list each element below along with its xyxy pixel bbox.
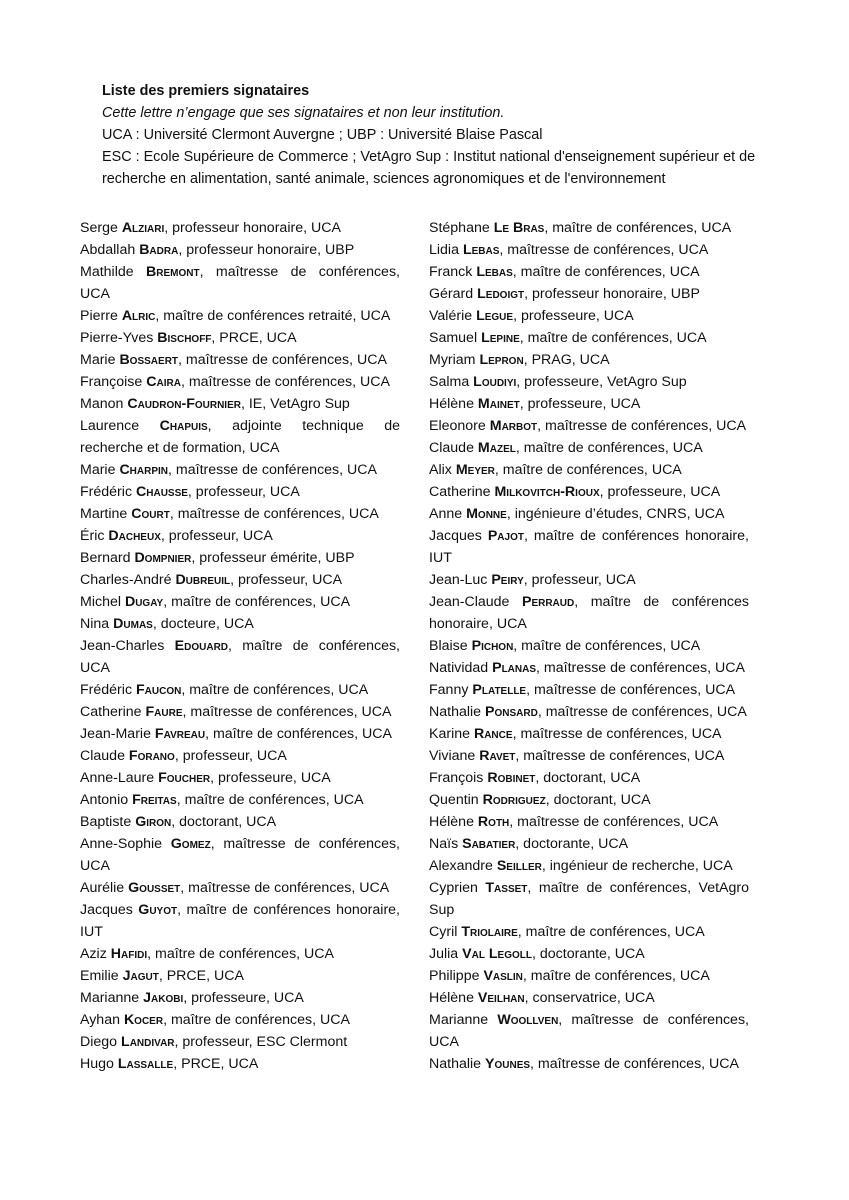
signatory-first-name: Stéphane bbox=[429, 220, 490, 236]
signatory-role: , professeure, UCA bbox=[513, 308, 634, 324]
signatory-entry bbox=[429, 921, 749, 943]
signatory-first-name: François bbox=[429, 770, 484, 786]
signatory-first-name: Valérie bbox=[429, 308, 473, 324]
signatory-last-name: Foucher bbox=[158, 770, 211, 786]
signatory-role: , IE, VetAgro Sup bbox=[240, 396, 350, 412]
signatories-left-column bbox=[80, 217, 400, 1075]
signatory-role: , maître de conférences, UCA bbox=[513, 638, 701, 654]
signatory-first-name: Charles-André bbox=[80, 572, 172, 588]
signatory-entry bbox=[80, 459, 400, 481]
signatory-first-name: Nathalie bbox=[429, 1056, 482, 1072]
signatory-role: , professeur, ESC Clermont bbox=[174, 1034, 348, 1050]
signatory-last-name: Le Bras bbox=[493, 220, 545, 236]
signatory-first-name: Éric bbox=[80, 528, 105, 544]
signatory-role: , maître de conférences, UCA bbox=[176, 792, 364, 808]
abbreviation-line-uca-ubp: UCA : Université Clermont Auvergne ; UBP : Université Blaise Pascal bbox=[102, 127, 543, 143]
signatory-entry bbox=[80, 877, 400, 899]
signatory-last-name: Alziari bbox=[121, 220, 165, 236]
signatory-last-name: Younes bbox=[485, 1056, 531, 1072]
signatories-right-column bbox=[429, 217, 749, 1075]
signatory-last-name: Marbot bbox=[489, 418, 538, 434]
signatory-last-name: Tasset bbox=[485, 880, 528, 896]
signatory-first-name: Hélène bbox=[429, 814, 474, 830]
signatory-first-name: Marie bbox=[80, 462, 116, 478]
signatory-role: , maîtresse de conférences, UCA bbox=[509, 814, 719, 830]
signatory-first-name: Samuel bbox=[429, 330, 478, 346]
signatory-last-name: Vaslin bbox=[483, 968, 523, 984]
signatory-role: , maîtresse de conférences, UCA bbox=[182, 704, 392, 720]
signatory-role: , maîtresse de conférences, UCA bbox=[169, 506, 379, 522]
signatory-first-name: Cyril bbox=[429, 924, 458, 940]
signatory-role: , professeur, UCA bbox=[187, 484, 300, 500]
signatory-first-name: Marie bbox=[80, 352, 116, 368]
signatory-role: , maître de conférences, UCA bbox=[512, 264, 700, 280]
signatory-role: , maître de conférences, UCA bbox=[80, 638, 400, 676]
signatory-entry bbox=[429, 393, 749, 415]
signatory-last-name: Dugay bbox=[124, 594, 164, 610]
signatory-role: , maître de conférences, UCA bbox=[522, 968, 710, 984]
signatory-role: , docteure, UCA bbox=[152, 616, 254, 632]
signatory-entry bbox=[80, 217, 400, 239]
signatory-first-name: Philippe bbox=[429, 968, 480, 984]
signatory-entry bbox=[80, 833, 400, 877]
signatory-role: , maîtresse de conférences, UCA bbox=[536, 660, 745, 676]
signatory-entry bbox=[80, 393, 400, 415]
signatory-first-name: Julia bbox=[429, 946, 459, 962]
signatory-first-name: Pierre bbox=[80, 308, 118, 324]
signatory-entry bbox=[80, 745, 400, 767]
signatory-first-name: Jean-Charles bbox=[80, 638, 165, 654]
signatory-first-name: Anne-Sophie bbox=[80, 836, 163, 852]
signatory-last-name: Veilhan bbox=[477, 990, 525, 1006]
signatory-entry bbox=[429, 767, 749, 789]
signatory-entry bbox=[80, 261, 400, 305]
signatory-last-name: Bossaert bbox=[119, 352, 179, 368]
signatory-role: , maîtresse de conférences, UCA bbox=[180, 374, 390, 390]
signatory-last-name: Caira bbox=[146, 374, 181, 390]
signatory-last-name: Mazel bbox=[477, 440, 516, 456]
signatory-role: , maîtresse de conférences, UCA bbox=[526, 682, 736, 698]
signatory-first-name: Anne bbox=[429, 506, 463, 522]
signatory-first-name: Hugo bbox=[80, 1056, 114, 1072]
signatory-role: , professeur émérite, UBP bbox=[191, 550, 355, 566]
signatory-role: , maître de conférences, UCA bbox=[163, 594, 351, 610]
signatory-first-name: Myriam bbox=[429, 352, 476, 368]
signatory-last-name: Rance bbox=[473, 726, 513, 742]
signatory-role: , doctorant, UCA bbox=[545, 792, 651, 808]
signatory-last-name: Pichon bbox=[471, 638, 514, 654]
signatory-entry bbox=[80, 789, 400, 811]
signatory-role: , maître de conférences, VetAgro Sup bbox=[429, 880, 749, 918]
signatory-last-name: Legue bbox=[476, 308, 514, 324]
signatory-role: , maîtresse de conférences, UCA bbox=[537, 418, 747, 434]
signatory-entry bbox=[429, 261, 749, 283]
signatory-entry bbox=[429, 811, 749, 833]
signatory-first-name: Jean-Marie bbox=[80, 726, 151, 742]
signatory-entry bbox=[429, 723, 749, 745]
signatory-role: , adjointe technique de recherche et de formation, UCA bbox=[80, 418, 400, 456]
signatory-first-name: Eleonore bbox=[429, 418, 486, 434]
signatory-entry bbox=[80, 965, 400, 987]
signatory-entry bbox=[80, 943, 400, 965]
signatory-last-name: Peiry bbox=[491, 572, 524, 588]
signatory-role: , PRAG, UCA bbox=[523, 352, 610, 368]
signatory-entry bbox=[80, 569, 400, 591]
signatory-first-name: Jacques bbox=[80, 902, 133, 918]
signatory-last-name: Monne bbox=[466, 506, 507, 522]
signatory-first-name: Hélène bbox=[429, 396, 474, 412]
signatory-entry bbox=[429, 591, 749, 635]
signatory-first-name: Antonio bbox=[80, 792, 129, 808]
signatory-first-name: Alexandre bbox=[429, 858, 493, 874]
signatory-entry bbox=[80, 811, 400, 833]
signatory-entry bbox=[429, 855, 749, 877]
signatory-first-name: Aurélie bbox=[80, 880, 125, 896]
signatory-entry bbox=[80, 635, 400, 679]
signatory-last-name: Faucon bbox=[136, 682, 182, 698]
signatory-last-name: Milkovitch-Rioux bbox=[494, 484, 600, 500]
signatory-first-name: Claude bbox=[429, 440, 474, 456]
signatory-entry bbox=[80, 503, 400, 525]
signatory-entry bbox=[429, 1009, 749, 1053]
signatory-role: , ingénieur de recherche, UCA bbox=[541, 858, 733, 874]
signatory-role: , doctorante, UCA bbox=[515, 836, 629, 852]
signatory-entry bbox=[429, 327, 749, 349]
signatory-entry bbox=[80, 547, 400, 569]
signatory-role: , maître de conférences, UCA bbox=[515, 440, 703, 456]
signatory-entry bbox=[429, 239, 749, 261]
signatory-last-name: Charpin bbox=[119, 462, 169, 478]
signatory-role: , professeur honoraire, UBP bbox=[178, 242, 355, 258]
signatory-first-name: Viviane bbox=[429, 748, 476, 764]
signatory-role: , maître de conférences honoraire, UCA bbox=[429, 594, 750, 632]
signatory-last-name: Seiller bbox=[496, 858, 542, 874]
signatory-entry bbox=[80, 1009, 400, 1031]
signatory-last-name: Rodriguez bbox=[482, 792, 546, 808]
signatory-first-name: Frédéric bbox=[80, 484, 133, 500]
signatory-last-name: Dompnier bbox=[134, 550, 192, 566]
signatory-last-name: Freitas bbox=[132, 792, 177, 808]
signatory-last-name: Meyer bbox=[455, 462, 495, 478]
signatory-last-name: Landivar bbox=[121, 1034, 175, 1050]
signatory-entry bbox=[80, 371, 400, 393]
signatory-entry bbox=[429, 679, 749, 701]
signatory-last-name: Val Legoll bbox=[462, 946, 532, 962]
signatory-last-name: Lepron bbox=[479, 352, 524, 368]
signatory-last-name: Mainet bbox=[477, 396, 520, 412]
document-header bbox=[102, 80, 782, 190]
signatory-last-name: Loudiyi bbox=[473, 374, 517, 390]
signatory-last-name: Ledoigt bbox=[477, 286, 525, 302]
signatory-first-name: Serge bbox=[80, 220, 118, 236]
signatory-first-name: Abdallah bbox=[80, 242, 136, 258]
signatory-first-name: Bernard bbox=[80, 550, 131, 566]
signatory-first-name: Catherine bbox=[429, 484, 491, 500]
signatory-entry bbox=[80, 349, 400, 371]
signatory-role: , doctorant, UCA bbox=[535, 770, 641, 786]
signatory-last-name: Chausse bbox=[136, 484, 188, 500]
signatory-entry bbox=[80, 481, 400, 503]
signatory-role: , maître de conférences retraité, UCA bbox=[155, 308, 391, 324]
signatory-role: , maîtresse de conférences, UCA bbox=[515, 748, 725, 764]
signatory-role: , doctorante, UCA bbox=[532, 946, 645, 962]
signatory-first-name: Jean-Luc bbox=[429, 572, 488, 588]
signatory-entry bbox=[429, 217, 749, 239]
signatory-first-name: Franck bbox=[429, 264, 473, 280]
signatory-first-name: Cyprien bbox=[429, 880, 478, 896]
signatory-role: , ingénieure d’études, CNRS, UCA bbox=[506, 506, 725, 522]
signatory-role: , maîtresse de conférences, UCA bbox=[530, 1056, 740, 1072]
signatory-first-name: Alix bbox=[429, 462, 452, 478]
signatory-first-name: Françoise bbox=[80, 374, 143, 390]
signatory-first-name: Pierre-Yves bbox=[80, 330, 154, 346]
signatory-first-name: Fanny bbox=[429, 682, 469, 698]
signatory-role: , professeur, UCA bbox=[160, 528, 273, 544]
signatory-last-name: Ponsard bbox=[485, 704, 538, 720]
signatory-role: , maître de conférences, UCA bbox=[205, 726, 392, 742]
signatory-role: , maître de conférences, UCA bbox=[544, 220, 732, 236]
signatory-first-name: Gérard bbox=[429, 286, 474, 302]
signatory-first-name: Frédéric bbox=[80, 682, 133, 698]
signatory-first-name: Lidia bbox=[429, 242, 459, 258]
signatory-entry bbox=[80, 239, 400, 261]
list-title: Liste des premiers signataires bbox=[102, 83, 310, 99]
signatory-last-name: Edouard bbox=[174, 638, 229, 654]
signatory-first-name: Quentin bbox=[429, 792, 479, 808]
signatory-entry bbox=[80, 613, 400, 635]
signatory-entry bbox=[429, 503, 749, 525]
signatory-last-name: Caudron-Fournier bbox=[127, 396, 241, 412]
signatory-last-name: Dubreuil bbox=[175, 572, 231, 588]
signatory-entry bbox=[429, 943, 749, 965]
signatory-role: , professeure, VetAgro Sup bbox=[516, 374, 687, 390]
signatory-first-name: Martine bbox=[80, 506, 128, 522]
signatory-role: , maître de conférences, UCA bbox=[494, 462, 682, 478]
signatory-entry bbox=[80, 1053, 400, 1075]
signatory-last-name: Guyot bbox=[138, 902, 178, 918]
signatory-role: , maîtresse de conférences, UCA bbox=[178, 352, 387, 368]
signatory-entry bbox=[80, 415, 400, 459]
signatory-last-name: Faure bbox=[145, 704, 183, 720]
signatory-last-name: Sabatier bbox=[462, 836, 516, 852]
signatory-entry bbox=[80, 305, 400, 327]
signatory-last-name: Gousset bbox=[128, 880, 181, 896]
signatory-entry bbox=[429, 481, 749, 503]
signatory-first-name: Karine bbox=[429, 726, 471, 742]
signatory-entry bbox=[80, 767, 400, 789]
signatory-entry bbox=[429, 635, 749, 657]
signatory-entry bbox=[429, 371, 749, 393]
signatory-last-name: Platelle bbox=[472, 682, 527, 698]
signatory-entry bbox=[80, 591, 400, 613]
signatory-role: , maître de conférences, UCA bbox=[181, 682, 369, 698]
signatory-last-name: Dacheux bbox=[108, 528, 161, 544]
signatory-entry bbox=[429, 701, 749, 723]
signatory-entry bbox=[429, 965, 749, 987]
signatory-entry bbox=[429, 525, 749, 569]
signatory-entry bbox=[429, 877, 749, 921]
signatory-entry bbox=[80, 899, 400, 943]
signatory-first-name: Nina bbox=[80, 616, 110, 632]
signatory-role: , maître de conférences, UCA bbox=[163, 1012, 350, 1028]
signatory-role: , conservatrice, UCA bbox=[524, 990, 655, 1006]
signatory-first-name: Catherine bbox=[80, 704, 142, 720]
signatory-last-name: Gomez bbox=[170, 836, 211, 852]
signatory-entry bbox=[80, 525, 400, 547]
signatory-entry bbox=[429, 349, 749, 371]
signatory-last-name: Badra bbox=[139, 242, 179, 258]
signatory-first-name: Michel bbox=[80, 594, 121, 610]
signatory-last-name: Chapuis bbox=[159, 418, 208, 434]
signatory-entry bbox=[429, 745, 749, 767]
signatory-entry bbox=[80, 679, 400, 701]
signatory-entry bbox=[429, 569, 749, 591]
signatory-last-name: Forano bbox=[128, 748, 175, 764]
signatory-role: , maître de conférences honoraire, IUT bbox=[429, 528, 749, 566]
signatory-role: , PRCE, UCA bbox=[211, 330, 297, 346]
signatory-role: , professeure, UCA bbox=[599, 484, 721, 500]
signatory-role: , maîtresse de conférences, UCA bbox=[80, 264, 400, 302]
signatory-first-name: Hélène bbox=[429, 990, 474, 1006]
signatory-entry bbox=[80, 701, 400, 723]
signatory-last-name: Bischoff bbox=[157, 330, 212, 346]
signatory-first-name: Ayhan bbox=[80, 1012, 120, 1028]
signatory-role: , professeur, UCA bbox=[523, 572, 636, 588]
signatory-role: , maître de conférences, UCA bbox=[517, 924, 705, 940]
signatory-first-name: Natividad bbox=[429, 660, 489, 676]
signatory-first-name: Claude bbox=[80, 748, 125, 764]
signatory-entry bbox=[429, 833, 749, 855]
signatory-last-name: Kocer bbox=[123, 1012, 164, 1028]
signatory-entry bbox=[429, 657, 749, 679]
signatory-entry bbox=[429, 415, 749, 437]
signatory-first-name: Jean-Claude bbox=[429, 594, 510, 610]
signatory-last-name: Bremont bbox=[146, 264, 200, 280]
signatory-first-name: Marianne bbox=[429, 1012, 489, 1028]
signatory-role: , maîtresse de conférences, UCA bbox=[80, 836, 400, 874]
signatory-last-name: Pajot bbox=[487, 528, 524, 544]
signatory-role: , professeure, UCA bbox=[183, 990, 304, 1006]
signatory-first-name: Naïs bbox=[429, 836, 459, 852]
signatory-role: , maîtresse de conférences, UCA bbox=[499, 242, 709, 258]
signatory-first-name: Laurence bbox=[80, 418, 140, 434]
signatory-role: , maîtresse de conférences, UCA bbox=[537, 704, 747, 720]
signatory-entry bbox=[80, 723, 400, 745]
signatory-last-name: Giron bbox=[135, 814, 172, 830]
signatory-role: , PRCE, UCA bbox=[173, 1056, 259, 1072]
signatory-first-name: Nathalie bbox=[429, 704, 482, 720]
signatory-role: , maître de conférences honoraire, IUT bbox=[80, 902, 400, 940]
signatory-last-name: Jagut bbox=[122, 968, 159, 984]
signatory-first-name: Salma bbox=[429, 374, 470, 390]
signatory-role: , professeur honoraire, UBP bbox=[524, 286, 700, 302]
abbreviation-line-esc-vetagro: ESC : Ecole Supérieure de Commerce ; VetAgro Sup : Institut national d'enseignement supérieur et de recherche en alimentation, santé animale, sciences agronomiques et de l'environnement bbox=[102, 149, 756, 187]
signatory-role: , maître de conférences, UCA bbox=[147, 946, 335, 962]
signatory-role: , PRCE, UCA bbox=[158, 968, 244, 984]
signatory-entry bbox=[80, 987, 400, 1009]
signatory-entry bbox=[429, 987, 749, 1009]
signatory-last-name: Lebas bbox=[476, 264, 513, 280]
signatory-first-name: Diego bbox=[80, 1034, 118, 1050]
signatory-last-name: Alric bbox=[121, 308, 156, 324]
signatory-last-name: Dumas bbox=[113, 616, 153, 632]
signatory-role: , professeur, UCA bbox=[230, 572, 343, 588]
signatory-entry bbox=[429, 437, 749, 459]
signatory-last-name: Planas bbox=[492, 660, 537, 676]
signatory-last-name: Triolaire bbox=[461, 924, 518, 940]
signatory-last-name: Woollven bbox=[497, 1012, 559, 1028]
signatory-entry bbox=[80, 327, 400, 349]
signatory-entry bbox=[80, 1031, 400, 1053]
signatory-role: , maîtresse de conférences, UCA bbox=[512, 726, 722, 742]
signatory-entry bbox=[429, 283, 749, 305]
signatory-role: , maîtresse de conférences, UCA bbox=[429, 1012, 749, 1050]
signatory-entry bbox=[429, 789, 749, 811]
signatory-last-name: Ravet bbox=[479, 748, 516, 764]
signatory-role: , maître de conférences, UCA bbox=[519, 330, 707, 346]
signatory-first-name: Baptiste bbox=[80, 814, 132, 830]
signatory-entry bbox=[429, 459, 749, 481]
signatory-role: , professeure, UCA bbox=[210, 770, 331, 786]
signatory-first-name: Anne-Laure bbox=[80, 770, 155, 786]
signatory-first-name: Aziz bbox=[80, 946, 107, 962]
signatory-role: , professeure, UCA bbox=[519, 396, 641, 412]
signatory-first-name: Marianne bbox=[80, 990, 140, 1006]
signatory-last-name: Lebas bbox=[462, 242, 500, 258]
signatory-first-name: Jacques bbox=[429, 528, 482, 544]
signatory-first-name: Blaise bbox=[429, 638, 468, 654]
signatory-role: , professeur, UCA bbox=[174, 748, 287, 764]
signatory-last-name: Jakobi bbox=[143, 990, 184, 1006]
signatory-last-name: Lassalle bbox=[117, 1056, 174, 1072]
signatory-last-name: Perraud bbox=[521, 594, 575, 610]
signatory-role: , maîtresse de conférences, UCA bbox=[180, 880, 390, 896]
signatory-last-name: Lepine bbox=[481, 330, 520, 346]
signatory-last-name: Favreau bbox=[154, 726, 206, 742]
disclaimer-note: Cette lettre n’engage que ses signataires et non leur institution. bbox=[102, 105, 505, 121]
signatory-entry bbox=[429, 305, 749, 327]
signatory-last-name: Hafidi bbox=[110, 946, 148, 962]
signatory-role: , maîtresse de conférences, UCA bbox=[168, 462, 377, 478]
signatory-last-name: Robinet bbox=[487, 770, 536, 786]
signatory-first-name: Emilie bbox=[80, 968, 119, 984]
signatory-first-name: Manon bbox=[80, 396, 124, 412]
signatory-last-name: Court bbox=[131, 506, 170, 522]
signatory-first-name: Mathilde bbox=[80, 264, 134, 280]
signatory-role: , professeur honoraire, UCA bbox=[164, 220, 341, 236]
signatory-role: , doctorant, UCA bbox=[171, 814, 277, 830]
signatory-last-name: Roth bbox=[477, 814, 510, 830]
signatory-entry bbox=[429, 1053, 749, 1075]
